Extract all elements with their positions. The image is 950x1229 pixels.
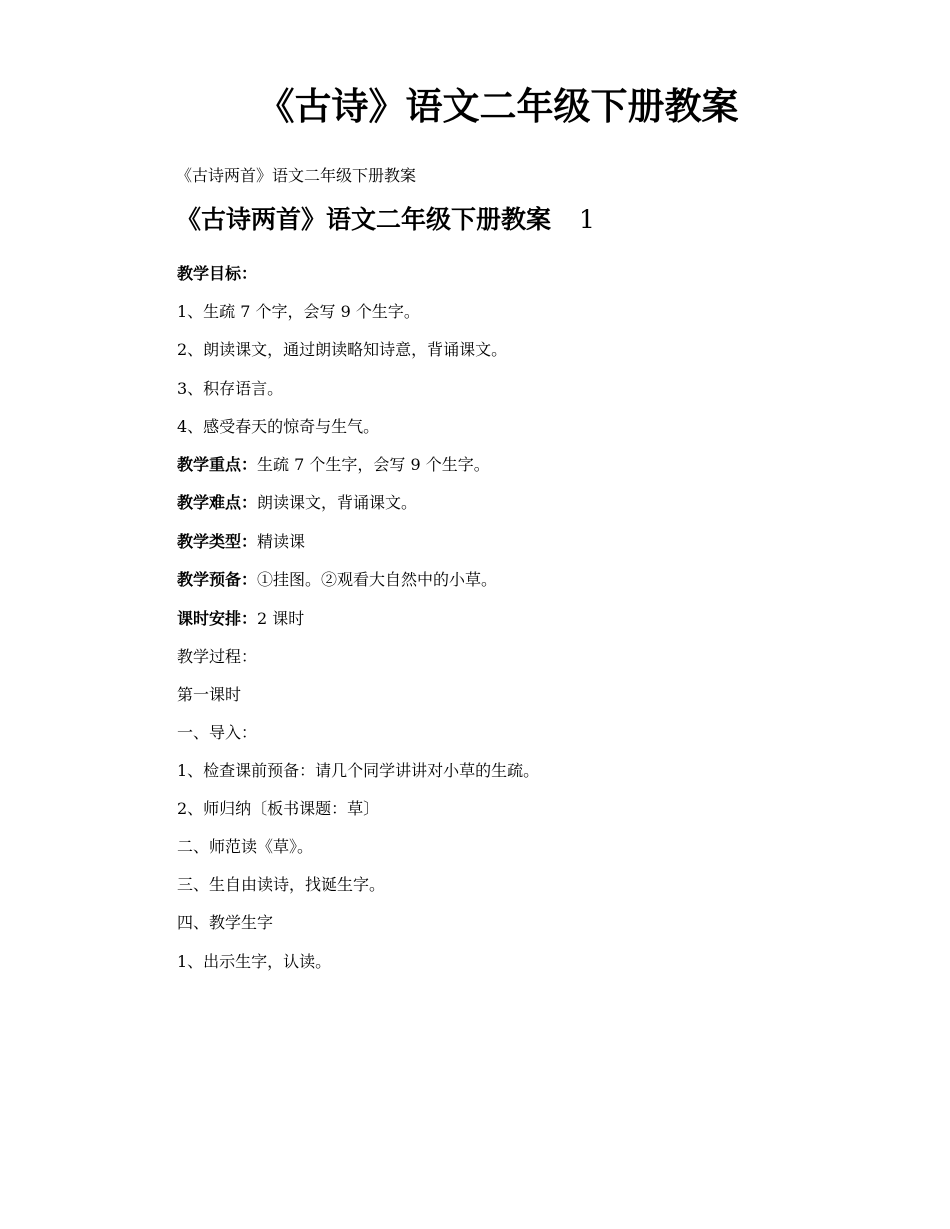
line-label: 教学重点：	[177, 455, 258, 474]
line-text: 生疏 7 个生字，会写 9 个生字。	[257, 455, 490, 474]
line-text: 2、朗读课文，通过朗读略知诗意，背诵课文。	[177, 340, 508, 359]
line-show-characters	[177, 950, 331, 974]
line-intro-1	[177, 759, 539, 783]
line-model-reading	[177, 835, 313, 859]
line-label: 课时安排：	[177, 609, 258, 628]
line-text: 朗读课文，背诵课文。	[257, 493, 418, 512]
line-intro-2	[177, 797, 379, 821]
line-teaching-goals	[177, 262, 257, 286]
line-text: 精读课	[257, 532, 306, 551]
line-schedule	[177, 607, 304, 631]
line-goal-3	[177, 377, 283, 401]
line-text: 1、出示生字，认读。	[177, 952, 332, 971]
line-key-points	[177, 453, 490, 477]
line-text: 3、积存语言。	[177, 379, 284, 398]
line-text: 1、检查课前预备：请几个同学讲讲对小草的生疏。	[177, 761, 540, 780]
section-heading-text: 《古诗两首》语文二年级下册教案	[176, 205, 552, 234]
line-goal-1	[177, 300, 420, 324]
line-text: 4、感受春天的惊奇与生气。	[177, 417, 380, 436]
document-subtitle: 《古诗两首》语文二年级下册教案	[176, 166, 417, 185]
line-teach-characters	[177, 911, 273, 935]
line-free-reading	[177, 873, 385, 897]
line-goal-4	[177, 415, 379, 439]
section-heading	[176, 202, 595, 238]
line-text: 第一课时	[177, 685, 242, 704]
line-text: 三、生自由读诗，找诞生字。	[177, 875, 386, 894]
line-difficulties	[177, 491, 417, 515]
line-label: 教学难点：	[177, 493, 258, 512]
line-lesson-type	[177, 530, 305, 554]
line-text: 2、师归纳〔板书课题：草〕	[177, 799, 380, 818]
line-goal-2	[177, 338, 507, 362]
line-process	[177, 645, 257, 669]
line-text: 1、生疏 7 个字，会写 9 个生字。	[177, 302, 420, 321]
line-first-lesson	[177, 683, 241, 707]
line-preparation	[177, 568, 497, 592]
page-title: 《古诗》语文二年级下册教案	[257, 84, 739, 128]
line-text: 2 课时	[257, 609, 305, 628]
line-text: 四、教学生字	[177, 913, 274, 932]
line-label: 教学目标：	[177, 264, 258, 283]
line-intro	[177, 721, 257, 745]
line-label: 教学预备：	[177, 570, 258, 589]
line-label: 教学类型：	[177, 532, 258, 551]
line-text: 教学过程：	[177, 647, 258, 666]
line-text: 一、导入：	[177, 723, 258, 742]
line-text: ①挂图。②观看大自然中的小草。	[257, 570, 498, 589]
section-heading-number: 1	[579, 205, 595, 234]
line-text: 二、师范读《草》。	[177, 837, 314, 856]
